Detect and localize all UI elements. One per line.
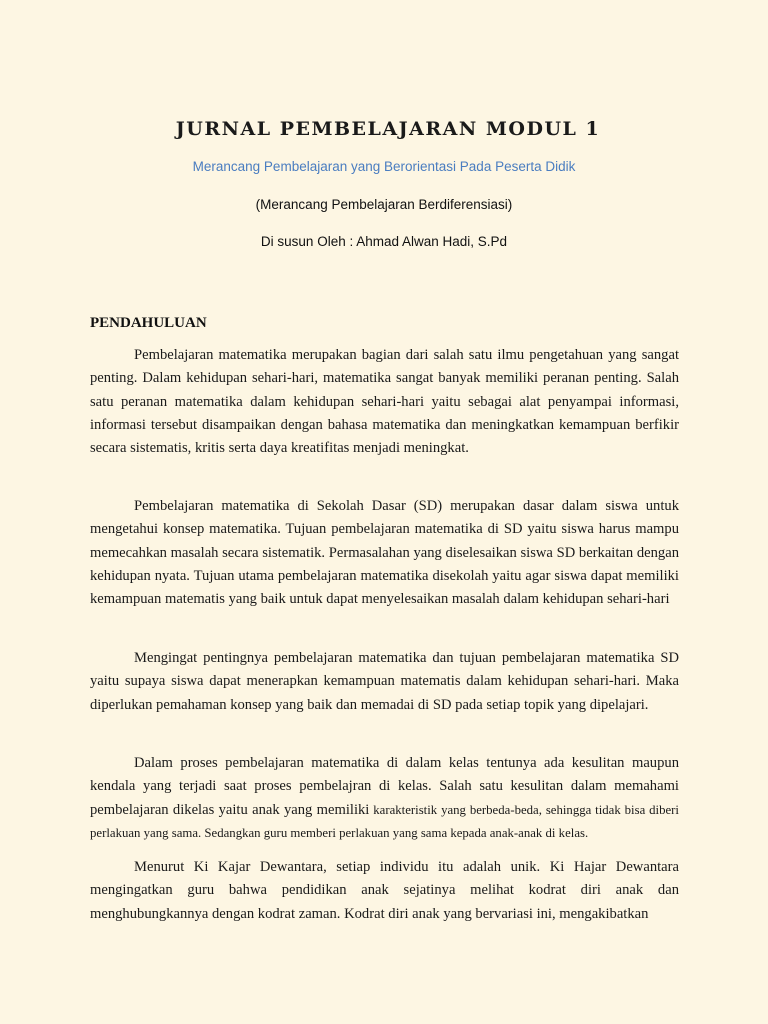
paragraph-4 [90,752,679,845]
paragraph-4-main: Dalam proses pembelajaran matematika di dalam kelas tentunya ada kesulitan maupun kendala yang terjadi saat proses pembelajran di kelas. Salah satu kesulitan dalam memahami pembelajaran dikelas yaitu anak yang memiliki [90,755,679,818]
author-line: Di susun Oleh : Ahmad Alwan Hadi, S.Pd [260,234,508,249]
paragraph-4-small: karakteristik yang berbeda-beda, sehingga tidak bisa diberi perlakuan yang sama. Sedangkan guru memberi perlakuan yang sama kepada anak-anak di kelas. [90,802,679,840]
document-title: JURNAL PEMBELAJARAN MODUL 1 [175,118,601,140]
paragraph-5: Menurut Ki Kajar Dewantara, setiap individu itu adalah unik. Ki Hajar Dewantara mengingatkan guru bahwa pendidikan anak sejatinya melihat kodrat diri anak dan menghubungkannya dengan kodrat zaman. Kodrat diri anak yang bervariasi ini, mengakibatkan [90,859,679,922]
paragraph-2: Pembelajaran matematika di Sekolah Dasar (SD) merupakan dasar dalam siswa untuk mengetahui konsep matematika. Tujuan pembelajaran matematika di SD yaitu siswa harus mampu memecahkan masalah secara sistematik. Permasalahan yang diselesaikan siswa SD berkaitan dengan kehidupan nyata. Tujuan utama pembelajaran matematika disekolah yaitu agar siswa dapat memiliki kemampuan matematis yang baik untuk dapat menyelesaikan masalah dalam kehidupan sehari-hari [90,498,679,608]
document-subtitle: Merancang Pembelajaran yang Berorientasi Pada Peserta Didik [192,159,576,174]
document-subtitle-paren: (Merancang Pembelajaran Berdiferensiasi) [255,197,513,212]
section-heading: PENDAHULUAN [90,315,207,331]
paragraph-3: Mengingat pentingnya pembelajaran matematika dan tujuan pembelajaran matematika SD yaitu supaya siswa dapat menerapkan kemampuan matematis dalam kehidupan sehari-hari. Maka diperlukan pemahaman konsep yang baik dan memadai di SD pada setiap topik yang dipelajari. [90,650,679,713]
paragraph-1: Pembelajaran matematika merupakan bagian dari salah satu ilmu pengetahuan yang sangat penting. Dalam kehidupan sehari-hari, matematika sangat banyak memiliki peranan penting. Salah satu peranan matematika dalam kehidupan sehari-hari yaitu sebagai alat penyampai informasi, informasi tersebut disampaikan dengan bahasa matematika dan meningkatkan kemampuan berfikir secara sistematis, kritis serta daya kreatifitas menjadi meningkat. [90,347,679,457]
